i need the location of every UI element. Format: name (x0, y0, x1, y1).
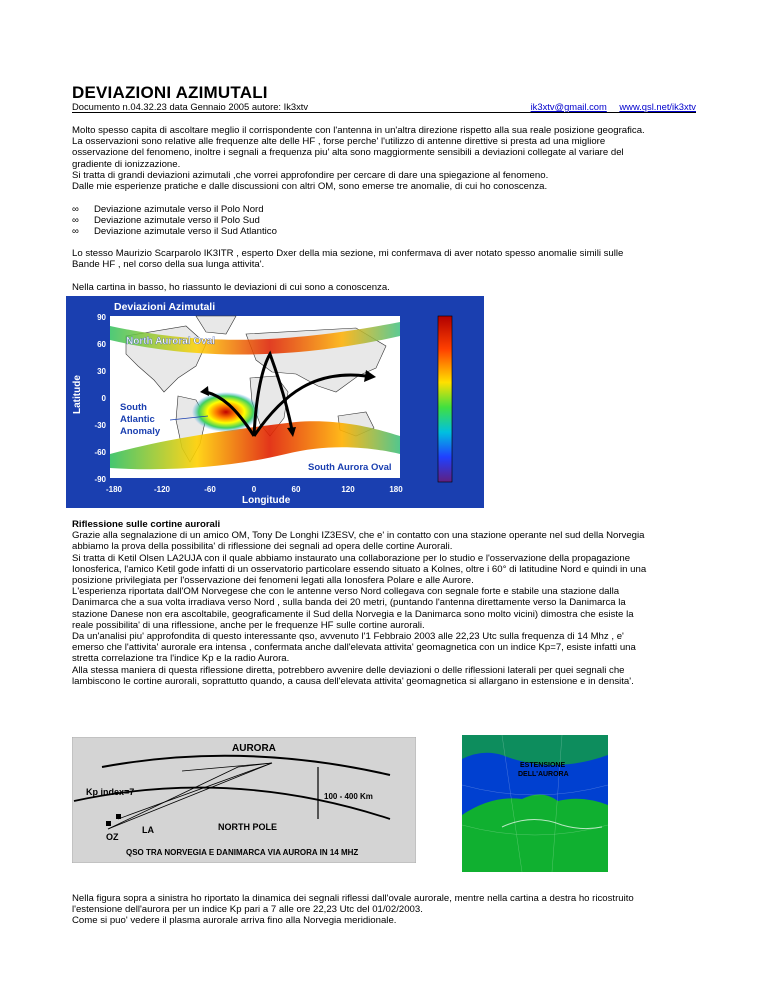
la-label: LA (142, 825, 154, 835)
intro-paragraph (72, 125, 702, 192)
svg-text:60: 60 (291, 485, 301, 494)
svg-text:0: 0 (101, 394, 106, 403)
svg-text:60: 60 (97, 340, 106, 349)
intro-line: osservazione del fenomeno, inoltre i segnali a frequenza piu' alta sono maggiormente sensibili a deviazioni collegate al variare del (72, 147, 624, 159)
saa-blob (192, 392, 260, 432)
svg-text:-90: -90 (94, 475, 106, 484)
list-item: ∞ Deviazione azimutale verso il Polo Nord (72, 204, 264, 215)
anomaly-list (72, 204, 692, 238)
svg-text:DELL'AURORA: DELL'AURORA (518, 771, 569, 778)
svg-text:90: 90 (97, 313, 106, 322)
closing-paragraph: Nella figura sopra a sinistra ho riportato la dinamica dei segnali riflessi dall'ovale aurorale, mentre nella cartina a destra ho ricostruito l'estensione dell'aurora per un indice Kp pari a 7 alle ore 22,23 Utc del 01/02/2003. Come si puo' vedere il plasma aurorale arriva fino alla Norvegia meridionale. (72, 893, 634, 927)
deviations-map (66, 296, 484, 508)
intro-line: Dalle mie esperienze pratiche e dalle discussioni con altri OM, sono emerse tre anomalie, di cui ho conoscenza. (72, 181, 548, 193)
infinity-bullet-icon: ∞ (72, 215, 79, 227)
list-item: ∞ Deviazione azimutale verso il Polo Sud (72, 215, 260, 227)
svg-text:-180: -180 (105, 485, 123, 494)
svg-text:120: 120 (341, 485, 355, 494)
email-link[interactable]: ik3xtv@gmail.com (530, 101, 607, 112)
infinity-bullet-icon: ∞ (72, 226, 79, 238)
scarparolo-paragraph: Lo stesso Maurizio Scarparolo IK3ITR , esperto Dxer della mia sezione, mi confermava di aver notato spesso anomalie simili sulle Bande HF , nel corso della sua lunga attivita'. (72, 248, 624, 271)
saa-label: South (120, 402, 147, 413)
svg-text:30: 30 (97, 367, 106, 376)
x-axis-label: Longitude (242, 495, 291, 506)
svg-text:180: 180 (389, 485, 403, 494)
website-link[interactable]: www.qsl.net/ik3xtv (619, 101, 696, 112)
oz-label: OZ (106, 832, 119, 842)
north-oval-label: North Auroral Oval (126, 336, 216, 347)
kp-index-label: Kp index=7 (86, 787, 135, 797)
intro-line: gradiente di ionizzazione. (72, 158, 181, 170)
intro-line: La osservazioni sono relative alle frequenze alte delle HF , forse perche' l'utilizzo di antenne direttive si presta ad una migliore (72, 136, 606, 148)
height-label: 100 - 400 Km (324, 792, 373, 801)
aurora-extent-map (462, 735, 608, 872)
svg-text:Atlantic: Atlantic (120, 414, 155, 425)
aurora-label: AURORA (232, 743, 276, 754)
aurora-reflection-diagram (72, 737, 416, 863)
intro-line: Molto spesso capita di ascoltare meglio il corrispondente con l'antenna in un'altra direzione rispetto alla sua reale posizione geografica. (72, 125, 645, 136)
svg-text:0: 0 (251, 485, 257, 494)
svg-text:Anomaly: Anomaly (120, 426, 161, 437)
la-station-icon (116, 814, 121, 819)
list-item: ∞ Deviazione azimutale verso il Sud Atlantico (72, 226, 277, 238)
infinity-bullet-icon: ∞ (72, 204, 79, 215)
svg-text:-30: -30 (94, 421, 106, 430)
map-title: Deviazioni Azimutali (114, 301, 216, 313)
intro-line: Si tratta di grandi deviazioni azimutali ,che vorrei approfondire per cercare di dare una spiegazione al fenomeno. (72, 169, 549, 181)
document-meta: Documento n.04.32.23 data Gennaio 2005 autore: Ik3xtv (72, 101, 309, 112)
section-aurora: Riflessione sulle cortine aurorali Grazie alla segnalazione di un amico OM, Tony De Longhi IZ3ESV, che e' in contatto con una stazione operante nel sud della Norvegia abbiamo la prova della possibilita' di riflessione dei segnali ad opera delle cortine Aurorali. Si tratta di Ketil Olsen LA2UJA con il quale abbiamo instaurato una collaborazione per lo studio e l'osservazione della propagazione Ionosferica, l'amico Ketil gode infatti di un osservatorio particolare essendo situato a Kolnes, oltre i 60° di latitudine Nord e quindi in una posizione privilegiata per l'osservazione dei fenomeni legati alla Ionosfera Polare e alle Aurore. L'esperienza riportata dall'OM Norvegese che con le antenne verso Nord collegava con segnale forte e stabile una stazione dalla Danimarca che a sua volta irradiava verso Nord , sulla banda dei 20 metri, (puntando l'antenna direttamente verso la Danimarca la stazione Danese non era ascoltabile, geograficamente il Sud della Norvegia e la Danimarca sono molto vicini) dimostra che esiste la reale possibilita' di una riflessione, anche per le frequenze HF sulle cortine aurorali. Da un'analisi piu' approfondita di questo interessante qso, avvenuto l'1 Febbraio 2003 alle 22,23 Utc sulla frequenza di 14 Mhz , e' emerso che l'attivita' aurorale era intensa , confermata anche dall'elevata attivita' geomagnetica con un indice Kp=7, esiste infatti una stretta correlazione tra l'indice Kp e la radio Aurora. Alla stessa maniera di questa riflessione diretta, potrebbero avvenire delle deviazioni o delle riflessioni laterali per quei segnali che lambiscono le cortine aurorali, soprattutto quando, a causa dell'elevata attivita' geomagnetica si allargano in estensione e in densita'. (72, 519, 702, 687)
colorbar (438, 316, 452, 482)
south-oval-label: South Aurora Oval (308, 462, 392, 473)
page-title: DEVIAZIONI AZIMUTALI (72, 83, 268, 102)
header-divider (72, 112, 696, 113)
svg-text:-60: -60 (94, 448, 106, 457)
oz-station-icon (106, 821, 111, 826)
summary-line: Nella cartina in basso, ho riassunto le deviazioni di cui sono a conoscenza. (72, 282, 390, 293)
header-links (521, 101, 696, 112)
svg-text:-120: -120 (153, 485, 171, 494)
scandinavia-land (462, 794, 608, 872)
north-pole-label: NORTH POLE (218, 822, 278, 832)
section-heading: Riflessione sulle cortine aurorali (72, 519, 221, 530)
y-axis-label: Latitude (72, 375, 83, 414)
extent-label: ESTENSIONE (520, 762, 566, 769)
svg-text:-60: -60 (204, 485, 216, 494)
diagram-caption: QSO TRA NORVEGIA E DANIMARCA VIA AURORA IN 14 MHZ (126, 848, 359, 857)
